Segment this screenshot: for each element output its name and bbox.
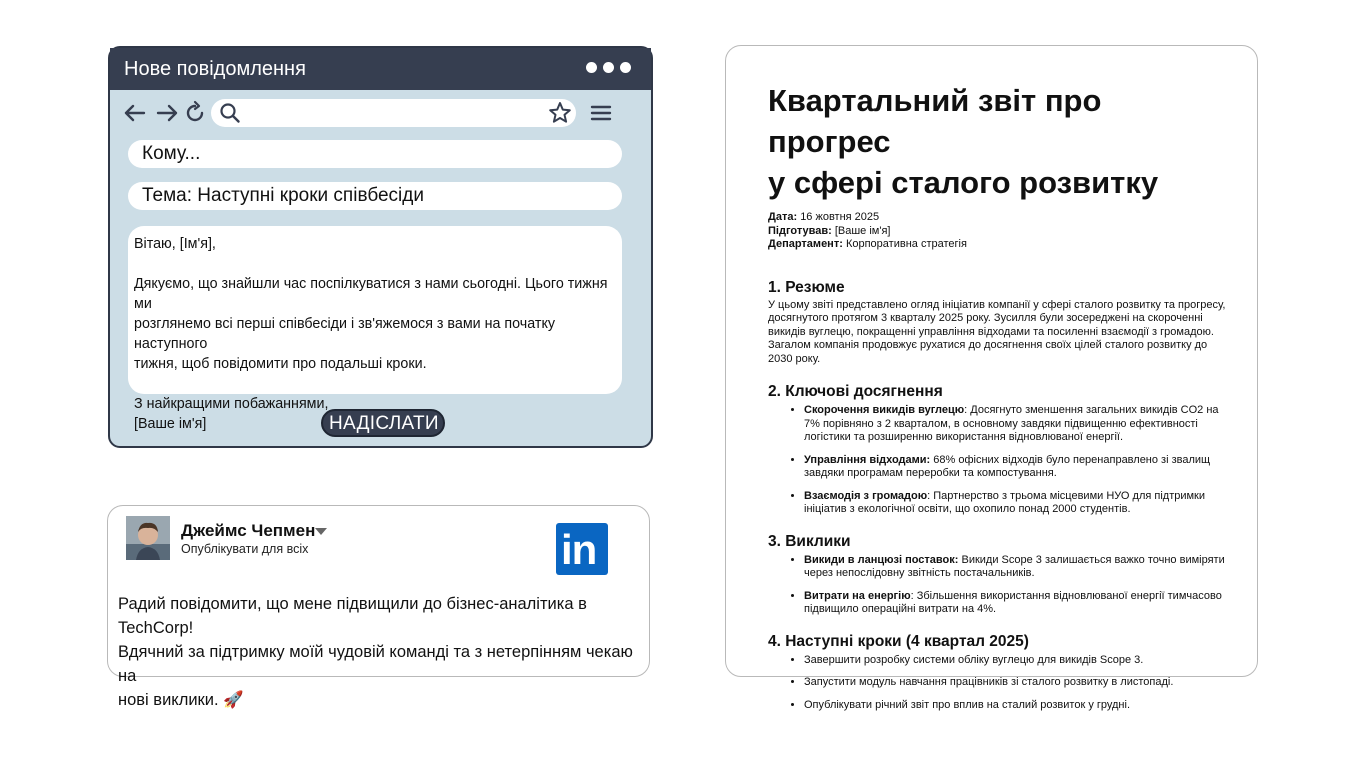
section-heading-next-steps: 4. Наступні кроки (4 квартал 2025)	[768, 632, 1029, 650]
email-titlebar	[110, 48, 651, 90]
star-icon[interactable]	[547, 100, 573, 126]
caret-down-icon[interactable]	[315, 528, 327, 536]
challenges-list	[768, 554, 1228, 617]
to-field[interactable]: Кому...	[128, 140, 622, 168]
author-name[interactable]: Джеймс Чепмен	[181, 521, 316, 540]
report-title: Квартальний звіт про прогрес у сфері сталого розвитку	[768, 83, 1159, 200]
list-item: • Скорочення викидів вуглецю: Досягнуто зменшення загальних викидів CO2 на 7% порівняно з 2 кварталом, в основному завдяки підвищенню ефективності логістики та розширенню використання відновлюваної енергії.	[804, 404, 1228, 445]
list-item: • Запустити модуль навчання працівників зі сталого розвитку в листопаді.	[804, 676, 1228, 690]
linkedin-post-card	[107, 505, 650, 709]
post-visibility[interactable]: Опублікувати для всіх	[181, 542, 309, 556]
report-department: Корпоративна стратегія	[845, 238, 967, 250]
more-dots-icon[interactable]	[586, 62, 631, 73]
report-author: [Ваше ім'я]	[834, 224, 891, 237]
list-item: • Завершити розробку системи обліку вуглецю для викидів Scope 3.	[804, 654, 1228, 668]
section-heading-challenges: 3. Виклики	[768, 532, 851, 550]
report-document	[725, 45, 1258, 711]
avatar[interactable]	[126, 516, 170, 560]
list-item: • Опублікувати річний звіт про вплив на сталий розвиток у грудні.	[804, 699, 1228, 713]
email-compose-window	[108, 46, 653, 448]
browser-toolbar	[110, 96, 651, 130]
body-signature: [Ваше ім'я]	[134, 416, 207, 432]
summary-text: У цьому звіті представлено огляд ініціатив компанії у сфері сталого розвитку та прогресу, досягнутого протягом 3 кварталу 2025 року. Зусилля були зосереджені на скороченні викидів вуглецю, покращенні управління відходами та посиленні взаємодії з громадою. Загалом компанія продовжує рухатися до досягнення своїх цілей сталого розвитку до 2030 року.	[768, 298, 1226, 365]
body-greeting: Вітаю, [Ім'я],	[134, 236, 216, 252]
body-line: розглянемо всі перші співбесіди і зв'яжемося з вами на початку наступного	[134, 316, 556, 352]
email-window-title: Нове повідомлення	[124, 58, 306, 80]
list-item: • Взаємодія з громадою: Партнерство з трьома місцевими НУО для підтримки ініціатив з екологічної освіти, що охопило понад 2000 студентів.	[804, 490, 1228, 517]
section-heading-summary: 1. Резюме	[768, 278, 845, 296]
next-steps-list	[768, 654, 1228, 713]
list-item: • Викиди в ланцюзі поставок: Викиди Scope 3 залишається важко точно виміряти через непослідовну звітність постачальників.	[804, 554, 1228, 581]
body-closing: З найкращими побажаннями,	[134, 396, 329, 412]
post-text-line: Радий повідомити, що мене підвищили до бізнес-аналітика в TechCorp!	[118, 595, 587, 637]
subject-field[interactable]: Тема: Наступні кроки співбесіди	[128, 182, 622, 210]
report-date: 16 жовтня 2025	[800, 211, 880, 223]
address-bar[interactable]	[211, 99, 576, 127]
body-line: Дякуємо, що знайшли час поспілкуватися з нами сьогодні. Цього тижня ми	[134, 276, 608, 312]
linkedin-logo-icon	[556, 523, 608, 575]
report-meta: Дата: 16 жовтня 2025 Підготував: [Ваше ім'я] Департамент: Корпоративна стратегія	[768, 211, 967, 250]
back-arrow-icon[interactable]	[122, 100, 148, 126]
post-text-line: Вдячний за підтримку моїй чудовій команді та з нетерпінням чекаю на	[118, 643, 633, 685]
list-item: • Витрати на енергію: Збільшення використання відновлюваної енергії тимчасово підвищило операційні витрати на 4%.	[804, 590, 1228, 617]
list-item: • Управління відходами: 68% офісних відходів було перенаправлено зі звалищ завдяки програмам переробки та компостування.	[804, 454, 1228, 481]
linkedin-logo-text: in	[561, 526, 597, 573]
reload-icon[interactable]	[182, 100, 208, 126]
post-text-line: нові виклики. 🚀	[118, 691, 244, 709]
achievements-list	[768, 404, 1228, 517]
send-button[interactable]: НАДІСЛАТИ	[321, 409, 445, 437]
forward-arrow-icon[interactable]	[154, 100, 180, 126]
post-text	[118, 592, 643, 712]
body-line: тижня, щоб повідомити про подальші кроки.	[134, 356, 427, 372]
search-icon	[219, 102, 241, 124]
menu-icon[interactable]	[588, 100, 614, 126]
section-heading-achievements: 2. Ключові досягнення	[768, 383, 943, 400]
